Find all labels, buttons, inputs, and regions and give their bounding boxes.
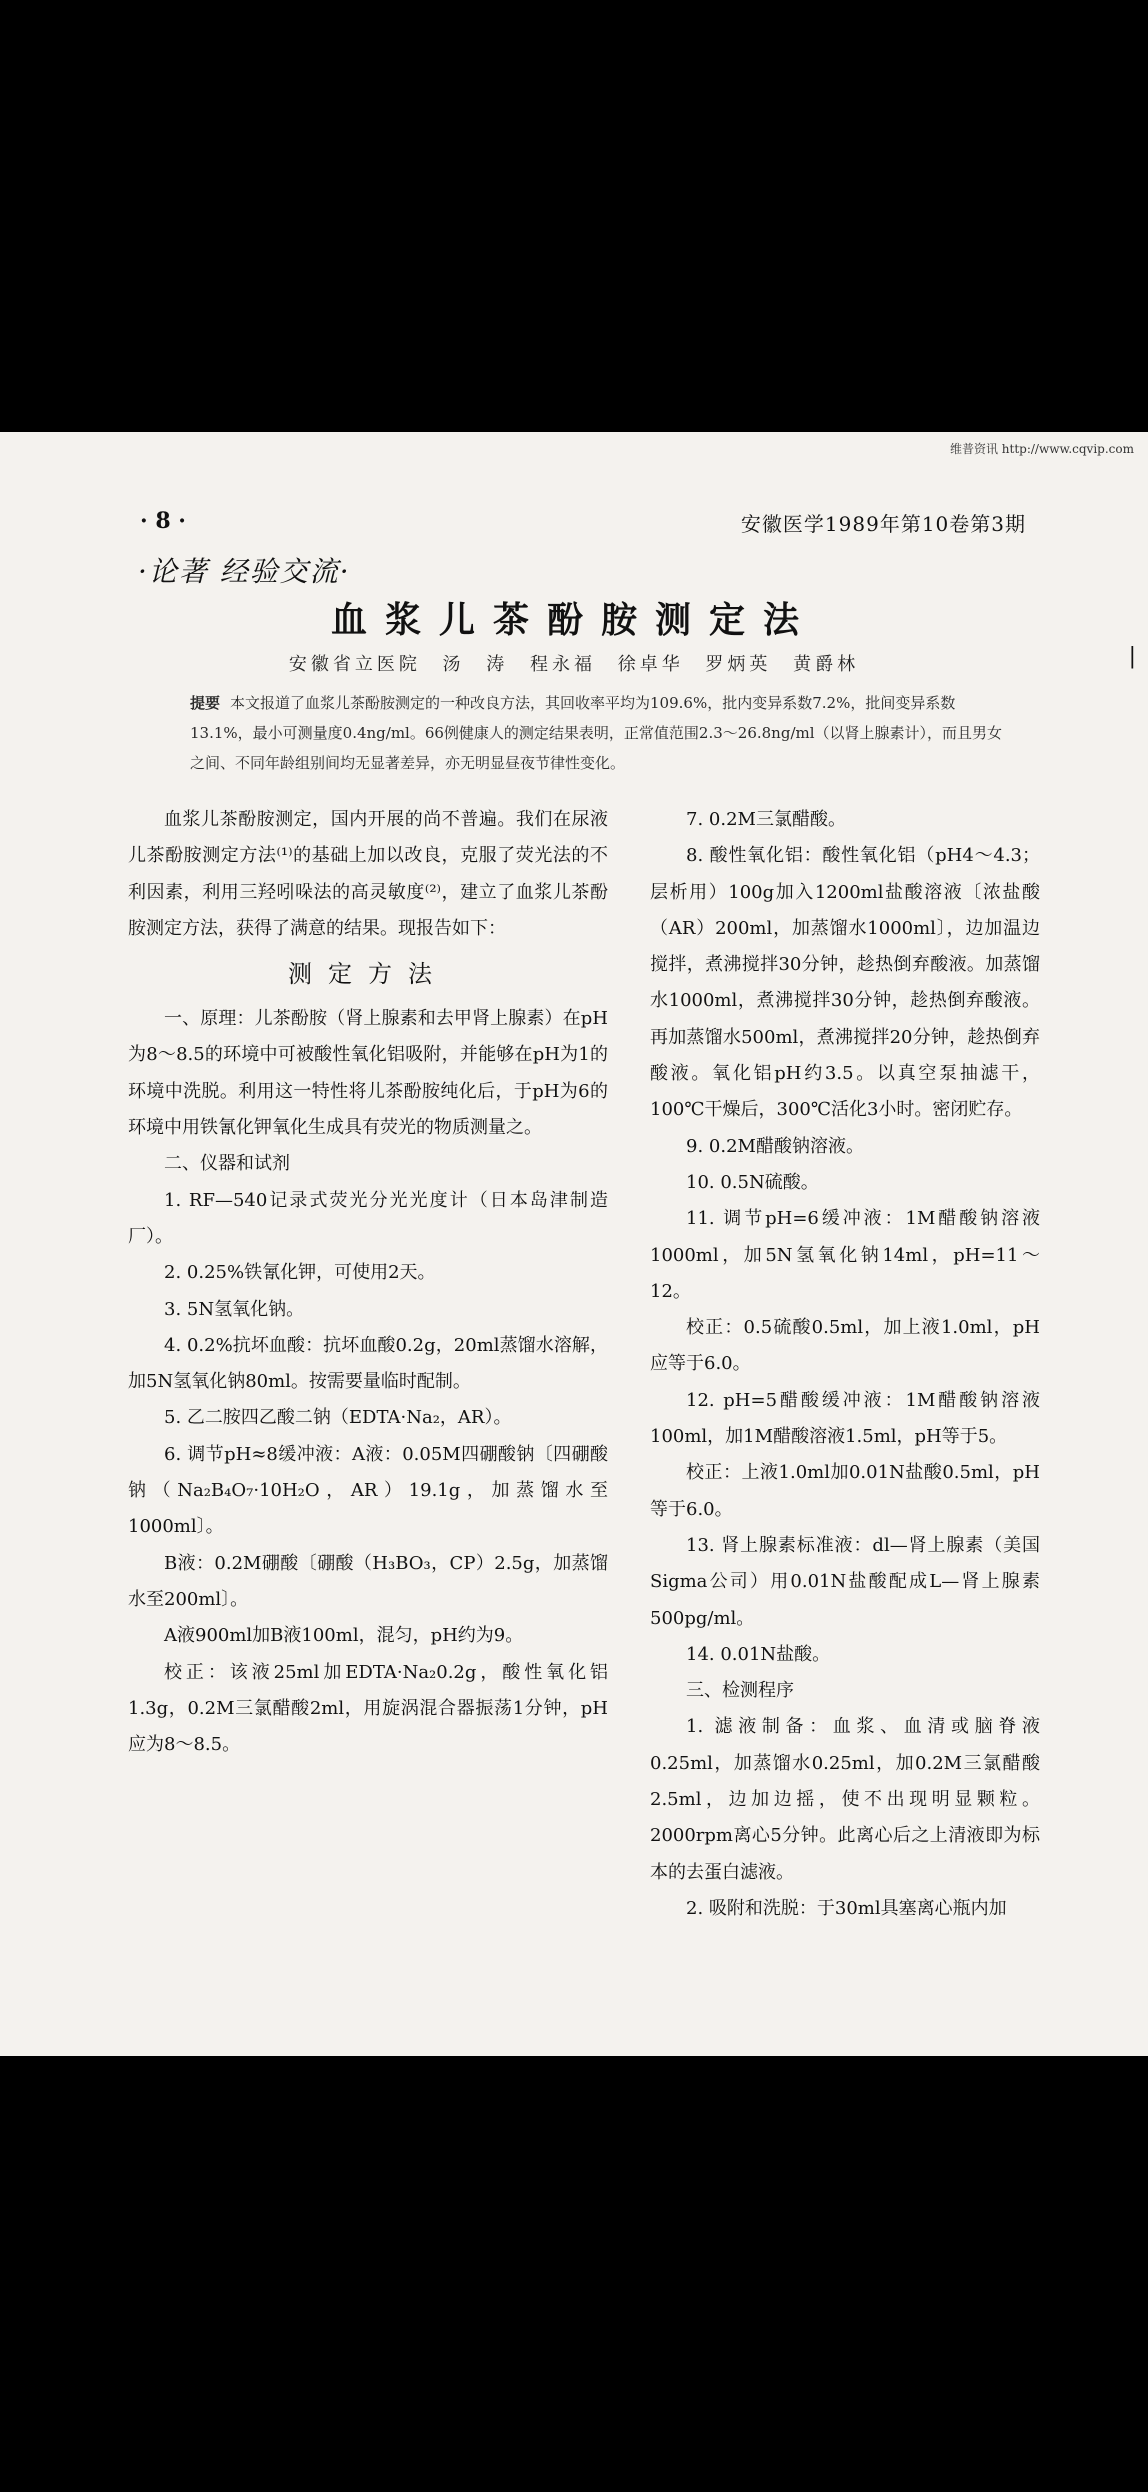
- abstract: [190, 688, 1006, 778]
- paragraph: 3. 5N氢氧化钠。: [164, 1298, 305, 1320]
- abstract-label: 提要: [190, 694, 221, 712]
- paragraph: 13. 肾上腺素标准液：dl—肾上腺素（美国Sigma公司）用0.01N盐酸配成L—肾上腺素500pg/ml。: [650, 1534, 1040, 1629]
- paragraph: 2. 吸附和洗脱：于30ml具塞离心瓶内加: [686, 1897, 1007, 1919]
- article-title: 血浆儿茶酚胺测定法: [330, 599, 817, 641]
- paragraph: 7. 0.2M三氯醋酸。: [686, 809, 846, 830]
- paragraph: 6. 调节pH≈8缓冲液：A液：0.05M四硼酸钠〔四硼酸钠（Na₂B₄O₇·10H₂O，AR）19.1g，加蒸馏水至1000ml〕。: [128, 1443, 608, 1538]
- paragraph: 4. 0.2%抗坏血酸：抗坏血酸0.2g，20ml蒸馏水溶解，加5N氢氧化钠80ml。按需要量临时配制。: [128, 1334, 608, 1393]
- paragraph: 2. 0.25%铁氰化钾，可使用2天。: [164, 1262, 436, 1284]
- paragraph: 三、检测程序: [686, 1680, 794, 1702]
- journal-header: 安徽医学1989年第10卷第3期: [740, 512, 1026, 536]
- paragraph: 校正：上液1.0ml加0.01N盐酸0.5ml，pH等于6.0。: [650, 1462, 1040, 1520]
- right-column: [650, 802, 1040, 1927]
- paragraph: 1. RF—540记录式荧光分光光度计（日本岛津制造厂）。: [128, 1189, 608, 1247]
- watermark: 维普资讯 http://www.cqvip.com: [949, 442, 1134, 456]
- paragraph: 二、仪器和试剂: [164, 1153, 290, 1175]
- left-column: [128, 802, 608, 1763]
- paragraph: 血浆儿茶酚胺测定，国内开展的尚不普遍。我们在尿液儿茶酚胺测定方法⁽¹⁾的基础上加以改良，克服了荧光法的不利因素，利用三羟吲哚法的高灵敏度⁽²⁾，建立了血浆儿茶酚胺测定方法，获得了满意的结果。现报告如下：: [128, 809, 608, 939]
- author-line: 安徽省立医院 汤 涛 程永福 徐卓华 罗炳英 黄爵林: [288, 654, 860, 675]
- abstract-text: 本文报道了血浆儿茶酚胺测定的一种改良方法，其回收率平均为109.6%，批内变异系数7.2%，批间变异系数13.1%，最小可测量度0.4ng/ml。66例健康人的测定结果表明，正常值范围2.3～26.8ng/ml（以肾上腺素计），而且男女之间、不同年龄组别间均无显著差异，亦无明显昼夜节律性变化。: [190, 694, 1003, 772]
- paragraph: 11. 调节pH=6缓冲液：1M醋酸钠溶液1000ml，加5N氢氧化钠14ml，pH=11～12。: [650, 1208, 1040, 1302]
- paragraph: 一、原理：儿茶酚胺（肾上腺素和去甲肾上腺素）在pH为8～8.5的环境中可被酸性氧化铝吸附，并能够在pH为1的环境中洗脱。利用这一特性将儿茶酚胺纯化后，于pH为6的环境中用铁氰化钾氧化生成具有荧光的物质测量之。: [128, 1008, 608, 1139]
- page-number: · 8 ·: [140, 508, 186, 534]
- section-heading: 测定方法: [288, 960, 448, 989]
- paragraph: 5. 乙二胺四乙酸二钠（EDTA·Na₂，AR）。: [164, 1407, 512, 1429]
- paragraph: B液：0.2M硼酸〔硼酸（H₃BO₃，CP）2.5g，加蒸馏水至200ml〕。: [128, 1552, 608, 1610]
- paragraph: 12. pH=5醋酸缓冲液：1M醋酸钠溶液100ml，加1M醋酸溶液1.5ml，pH等于5。: [650, 1389, 1040, 1448]
- section-label: ·论著 经验交流·: [138, 555, 351, 588]
- paragraph: 1. 滤液制备：血浆、血清或脑脊液0.25ml，加蒸馏水0.25ml，加0.2M三氯醋酸2.5ml，边加边摇，使不出现明显颗粒。2000rpm离心5分钟。此离心后之上清液即为标本的去蛋白滤液。: [650, 1716, 1040, 1883]
- margin-mark: |: [1128, 644, 1136, 669]
- paragraph: 9. 0.2M醋酸钠溶液。: [686, 1135, 864, 1157]
- paragraph: 校正：该液25ml加EDTA·Na₂0.2g，酸性氧化铝1.3g，0.2M三氯醋酸2ml，用旋涡混合器振荡1分钟，pH应为8～8.5。: [128, 1661, 608, 1756]
- paragraph: 校正：0.5硫酸0.5ml，加上液1.0ml，pH应等于6.0。: [650, 1317, 1040, 1375]
- paragraph: A液900ml加B液100ml，混匀，pH约为9。: [164, 1625, 524, 1647]
- paragraph: 10. 0.5N硫酸。: [686, 1171, 819, 1193]
- paragraph: 14. 0.01N盐酸。: [686, 1643, 831, 1665]
- paragraph: 8. 酸性氧化铝：酸性氧化铝（pH4～4.3；层析用）100g加入1200ml盐酸溶液〔浓盐酸（AR）200ml，加蒸馏水1000ml〕，边加温边搅拌，煮沸搅拌30分钟，趁热倒弃酸液。加蒸馏水1000ml，煮沸搅拌30分钟，趁热倒弃酸液。再加蒸馏水500ml，煮沸搅拌20分钟，趁热倒弃酸液。氧化铝pH约3.5。以真空泵抽滤干，100℃干燥后，300℃活化3小时。密闭贮存。: [650, 845, 1040, 1121]
- document-page: [0, 432, 1148, 2056]
